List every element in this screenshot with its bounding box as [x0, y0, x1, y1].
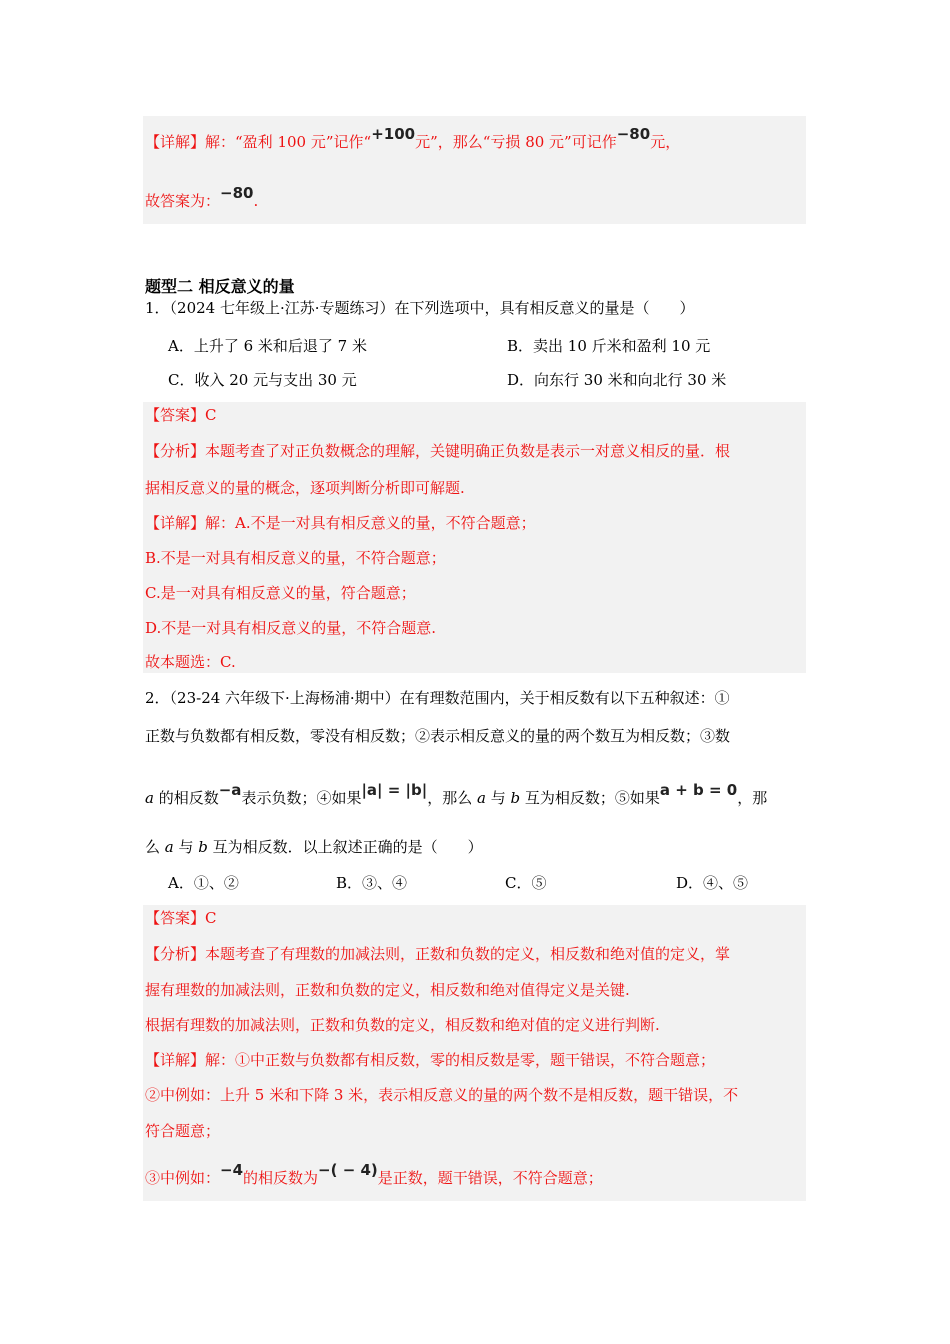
- text: 解：“盈利 100 元”记作“: [205, 133, 372, 151]
- math-minus80-answer: −80: [220, 184, 254, 202]
- answer-tag: 【答案】: [145, 909, 206, 927]
- q1-option-b: B．卖出 10 斤米和盈利 10 元: [507, 337, 711, 355]
- q1-answer: [145, 405, 217, 425]
- var-b: b: [198, 838, 208, 856]
- var-b: b: [510, 789, 521, 807]
- detail-tag: 【详解】: [145, 514, 206, 532]
- text: 的相反数为: [243, 1169, 319, 1187]
- text: 是正数，题干错误，不符合题意；: [377, 1169, 603, 1187]
- text: 元”，那么“亏损 80 元”可记作: [415, 133, 617, 151]
- q1-detail-4: D.不是一对具有相反意义的量，不符合题意.: [145, 619, 437, 637]
- q2-stem-3: [145, 781, 768, 808]
- q2-option-c: C．⑤: [505, 874, 547, 892]
- q2-stem-1: 2．（23-24 六年级下·上海杨浦·期中）在有理数范围内，关于相反数有以下五种叙述：①: [145, 689, 730, 707]
- text: ，那: [737, 789, 768, 807]
- text: 本题考查了有理数的加减法则，正数和负数的定义，相反数和绝对值的定义，掌: [205, 945, 731, 963]
- analysis-tag: 【分析】: [145, 442, 206, 460]
- math-neg4: −4: [220, 1161, 244, 1179]
- text: 本题考查了对正负数概念的理解，关键明确正负数是表示一对意义相反的量．根: [205, 442, 731, 460]
- text: .: [253, 192, 259, 210]
- math-sum-zero: a + b = 0: [659, 781, 738, 799]
- answer-tag: 【答案】: [145, 406, 206, 424]
- q1-detail-2: B.不是一对具有相反意义的量，不符合题意；: [145, 549, 446, 567]
- q2-detail-1: [145, 1050, 715, 1070]
- text: 解：A.不是一对具有相反意义的量，不符合题意；: [205, 514, 536, 532]
- answer-value: C: [205, 406, 217, 424]
- q2-analysis-3: 根据有理数的加减法则，正数和负数的定义，相反数和绝对值的定义进行判断.: [145, 1016, 660, 1034]
- detail-tag: 【详解】: [145, 133, 206, 151]
- q2-answer: [145, 908, 217, 928]
- q1-analysis-2: 据相反意义的量的概念，逐项判断分析即可解题.: [145, 479, 465, 497]
- q1-stem: 1．（2024 七年级上·江苏·专题练习）在下列选项中，具有相反意义的量是（ ）: [145, 299, 695, 317]
- q2-stem-2: 正数与负数都有相反数，零没有相反数；②表示相反意义的量的两个数互为相反数；③数: [145, 727, 731, 745]
- q2-option-d: D．④、⑤: [676, 874, 749, 892]
- text: ③中例如：: [145, 1169, 221, 1187]
- analysis-tag: 【分析】: [145, 945, 206, 963]
- q2-detail-3: 符合题意；: [145, 1122, 221, 1140]
- math-neg-neg4: −( − 4): [318, 1161, 378, 1179]
- q2-analysis-1: [145, 944, 730, 964]
- text: 么: [145, 838, 165, 856]
- text: 表示负数；④如果: [241, 789, 362, 807]
- q1-option-d: D．向东行 30 米和向北行 30 米: [507, 371, 727, 389]
- text: 与: [485, 789, 511, 807]
- text: 互为相反数；⑤如果: [520, 789, 660, 807]
- var-a: a: [145, 789, 154, 807]
- q1-option-a: A．上升了 6 米和后退了 7 米: [168, 337, 367, 355]
- text: 的相反数: [153, 789, 219, 807]
- q2-detail-2: ②中例如：上升 5 米和下降 3 米，表示相反意义的量的两个数不是相反数，题干错误，不: [145, 1086, 739, 1104]
- detail-tag: 【详解】: [145, 1051, 206, 1069]
- section-title: 题型二 相反意义的量: [145, 277, 295, 296]
- q2-stem-4: [145, 837, 483, 857]
- answer-value: C: [205, 909, 217, 927]
- text: 元，: [650, 133, 681, 151]
- q1-option-c: C．收入 20 元与支出 30 元: [168, 371, 357, 389]
- text: 与: [173, 838, 199, 856]
- var-a: a: [477, 789, 486, 807]
- q1-detail-5: 故本题选：C.: [145, 653, 236, 671]
- text: ，那么: [427, 789, 478, 807]
- math-plus100: +100: [371, 125, 416, 143]
- previous-detail-line-1: [145, 125, 681, 152]
- q2-option-a: A．①、②: [168, 874, 239, 892]
- text: 互为相反数．以上叙述正确的是（ ）: [207, 838, 483, 856]
- text: 解：①中正数与负数都有相反数，零的相反数是零，题干错误，不符合题意；: [205, 1051, 716, 1069]
- q2-detail-4: [145, 1161, 603, 1188]
- q2-analysis-2: 握有理数的加减法则，正数和负数的定义，相反数和绝对值得定义是关键.: [145, 981, 630, 999]
- q1-analysis-1: [145, 441, 730, 461]
- math-neg-a: −a: [218, 781, 242, 799]
- math-abs-eq: |a| = |b|: [361, 781, 428, 799]
- q2-option-b: B．③、④: [336, 874, 408, 892]
- q1-detail-1: [145, 513, 536, 533]
- text: 故答案为：: [145, 192, 221, 210]
- previous-detail-line-2: [145, 184, 259, 211]
- var-a: a: [164, 838, 174, 856]
- q1-detail-3: C.是一对具有相反意义的量，符合题意；: [145, 584, 416, 602]
- math-minus80: −80: [616, 125, 651, 143]
